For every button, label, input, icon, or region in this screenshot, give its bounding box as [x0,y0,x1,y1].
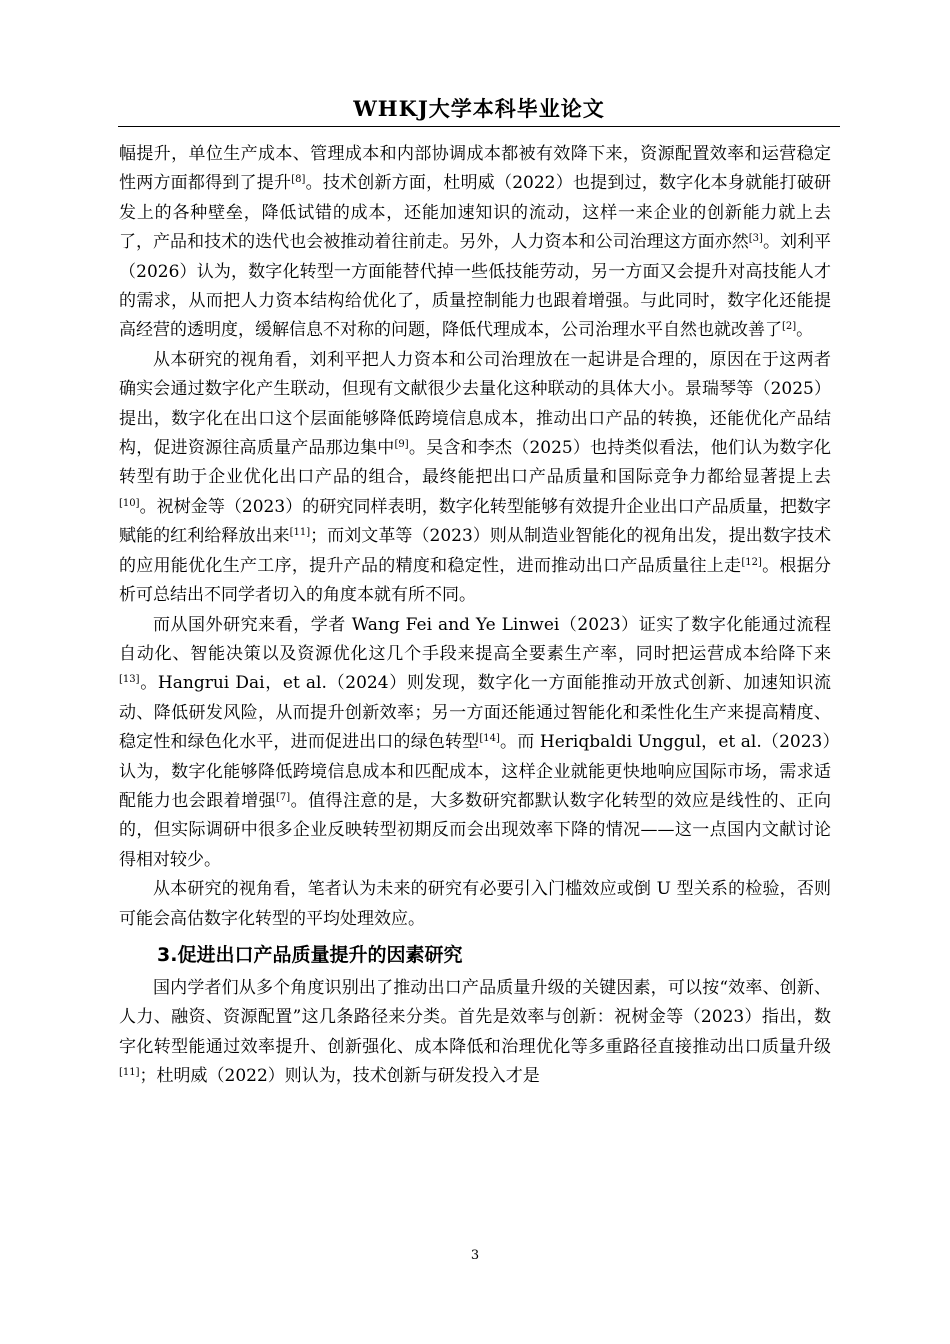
citation-ref: [13] [119,674,140,686]
page-header-title: WHKJ大学本科毕业论文 [353,96,605,121]
body-paragraph [119,611,831,876]
paragraph-text: 。刘利平（2026）认为，数字化转型一方面能替代掉一些低技能劳动，另一方面又会提升对高技能人才的需求，从而把人力资本结构给优化了，质量控制能力也跟着增强。与此同时，数字化还能提高经营的透明度，缓解信息不对称的问题，降低代理成本，公司治理水平自然也就改善了 [119,232,832,341]
paragraph-text: 从本研究的视角看，笔者认为未来的研究有必要引入门槛效应或倒 U 型关系的检验，否则可能会高估数字化转型的平均处理效应。 [119,879,831,929]
citation-ref: [12] [741,556,762,568]
body-paragraph [119,875,831,934]
body-paragraph [119,346,831,611]
paragraph-text: 。值得注意的是，大多数研究都默认数字化转型的效应是线性的、正向的，但实际调研中很多企业反映转型初期反而会出现效率下降的情况——这一点国内文献讨论得相对较少。 [119,790,832,870]
paragraph-text: 国内学者们从多个角度识别出了推动出口产品质量升级的关键因素，可以按“效率、创新、人力、融资、资源配置”这几条路径来分类。首先是效率与创新：祝树金等（2023）指出，数字化转型能通过效率提升、创新强化、成本降低和治理优化等多重路径直接推动出口质量升级 [119,977,831,1057]
paragraph-text: 幅提升，单位生产成本、管理成本和内部协调成本都被有效降下来，资源配置效率和运营稳定性两方面都得到了提升 [119,144,831,194]
citation-ref: [9] [394,439,409,451]
paragraph-text: 从本研究的视角看，刘利平把人力资本和公司治理放在一起讲是合理的，原因在于这两者确实会通过数字化产生联动，但现有文献很少去量化这种联动的具体大小。景瑞琴等（2025）提出，数字化在出口这个层面能够降低跨境信息成本，推动出口产品的转换，还能优化产品结构，促进资源往高质量产品那边集中 [119,349,831,459]
citation-ref: [8] [291,174,306,186]
paragraph-text: 。祝树金等（2023）的研究同样表明，数字化转型能够有效提升企业出口产品质量，把数字赋能的红利给释放出来 [119,496,831,547]
paragraph-text: 。Hangrui Dai，et al.（2024）则发现，数字化一方面能推动开放式创新、加速知识流动、降低研发风险，从而提升创新效率；另一方面还能通过智能化和柔性化生产来提高精度、稳定性和绿色化水平，进而促进出口的绿色转型 [119,673,831,753]
paragraph-text: 。而 Heriqbaldi Unggul，et al.（2023）认为，数字化能够降低跨境信息成本和匹配成本，这样企业就能更快地响应国际市场，需求适配能力也会跟着增强 [119,732,832,811]
paragraph-text: 。 [796,320,814,341]
body-paragraph [119,140,831,346]
section-heading [119,940,831,970]
citation-ref: [3] [748,233,763,245]
paragraph-text: ；杜明威（2022）则认为，技术创新与研发投入才是 [139,1066,540,1087]
header-rule [118,126,840,127]
citation-ref: [11] [289,527,311,539]
paragraph-text: 而从国外研究来看，学者 Wang Fei and Ye Linwei（2023）证实了数字化能通过流程自动化、智能决策以及资源优化这几个手段来提高全要素生产率，同时把运营成本给降下来 [119,614,831,664]
document-body [119,140,831,1092]
paragraph-text: 。吴含和李杰（2025）也持类似看法，他们认为数字化转型有助于企业优化出口产品的组合，最终能把出口产品质量和国际竞争力都给显著提上去 [119,438,831,488]
citation-ref: [11] [119,1067,140,1079]
citation-ref: [14] [479,733,500,745]
citation-ref: [10] [119,497,140,509]
paragraph-text: 。技术创新方面，杜明威（2022）也提到过，数字化本身就能打破研发上的各种壁垒，降低试错的成本，还能加速知识的流动，这样一来企业的创新能力就上去了，产品和技术的迭代也会被推动着往前走。另外，人力资本和公司治理这方面亦然 [119,173,832,253]
citation-ref: [2] [782,321,797,333]
paragraph-text: 。根据分析可总结出不同学者切入的角度本就有所不同。 [119,555,832,606]
body-paragraph [119,974,831,1092]
paragraph-text: ；而刘文革等（2023）则从制造业智能化的视角出发，提出数字技术的应用能优化生产工序，提升产品的精度和稳定性，进而推动出口产品质量往上走 [119,526,832,576]
paragraph-text: 3.促进出口产品质量提升的因素研究 [157,943,463,966]
citation-ref: [7] [276,791,291,803]
page-number: 3 [470,1248,480,1263]
